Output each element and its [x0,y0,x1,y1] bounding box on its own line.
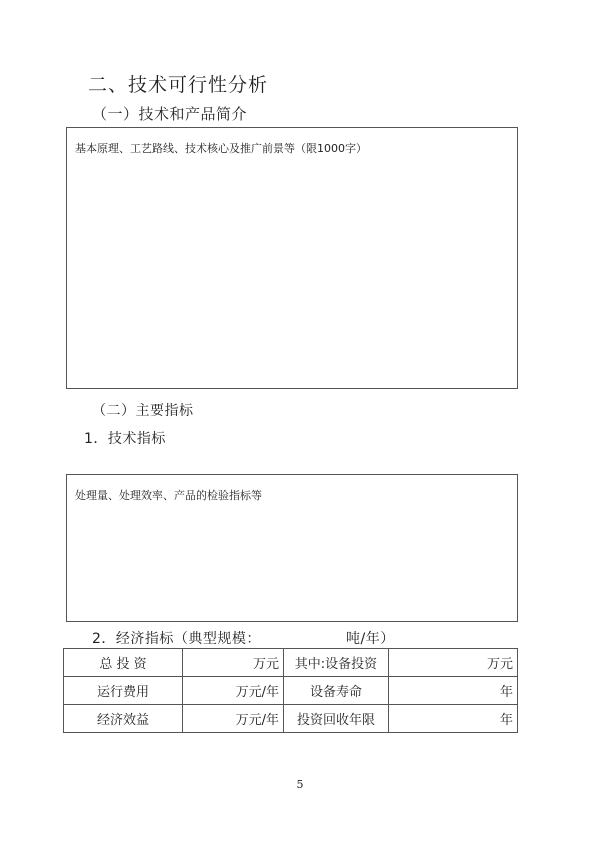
table-row [64,649,518,677]
econ-table [63,648,518,733]
table-row [64,705,518,733]
tech-indicators-heading: 1．技术指标 [84,431,166,447]
intro-box-hint: 基本原理、工艺路线、技术核心及推广前景等（限1000字） [75,142,367,155]
table-cell-label: 其中:设备投资 [284,649,389,677]
table-row [64,677,518,705]
table-cell-label: 设备寿命 [284,677,389,705]
table-cell-value[interactable]: 万元/年 [183,705,284,733]
page-number: 5 [296,778,304,791]
section-title: 二、技术可行性分析 [88,74,269,96]
table-cell-value[interactable]: 万元 [389,649,518,677]
table-cell-label: 运行费用 [64,677,183,705]
tech-indicators-box[interactable] [66,474,518,622]
econ-heading-label: 2．经济指标（典型规模： [92,631,261,647]
intro-text-box[interactable] [66,127,518,389]
table-cell-value[interactable]: 年 [389,705,518,733]
table-cell-label: 投资回收年限 [284,705,389,733]
table-cell-value[interactable]: 年 [389,677,518,705]
table-cell-label: 经济效益 [64,705,183,733]
table-cell-value[interactable]: 万元/年 [183,677,284,705]
subsection-title-intro: （一）技术和产品简介 [92,105,248,123]
tech-box-hint: 处理量、处理效率、产品的检验指标等 [75,489,262,502]
table-cell-value[interactable]: 万元 [183,649,284,677]
econ-heading-unit: 吨/年） [346,631,395,647]
subsection-title-indicators: （二）主要指标 [92,403,194,419]
table-cell-label: 总 投 资 [64,649,183,677]
econ-indicators-heading [92,628,412,648]
